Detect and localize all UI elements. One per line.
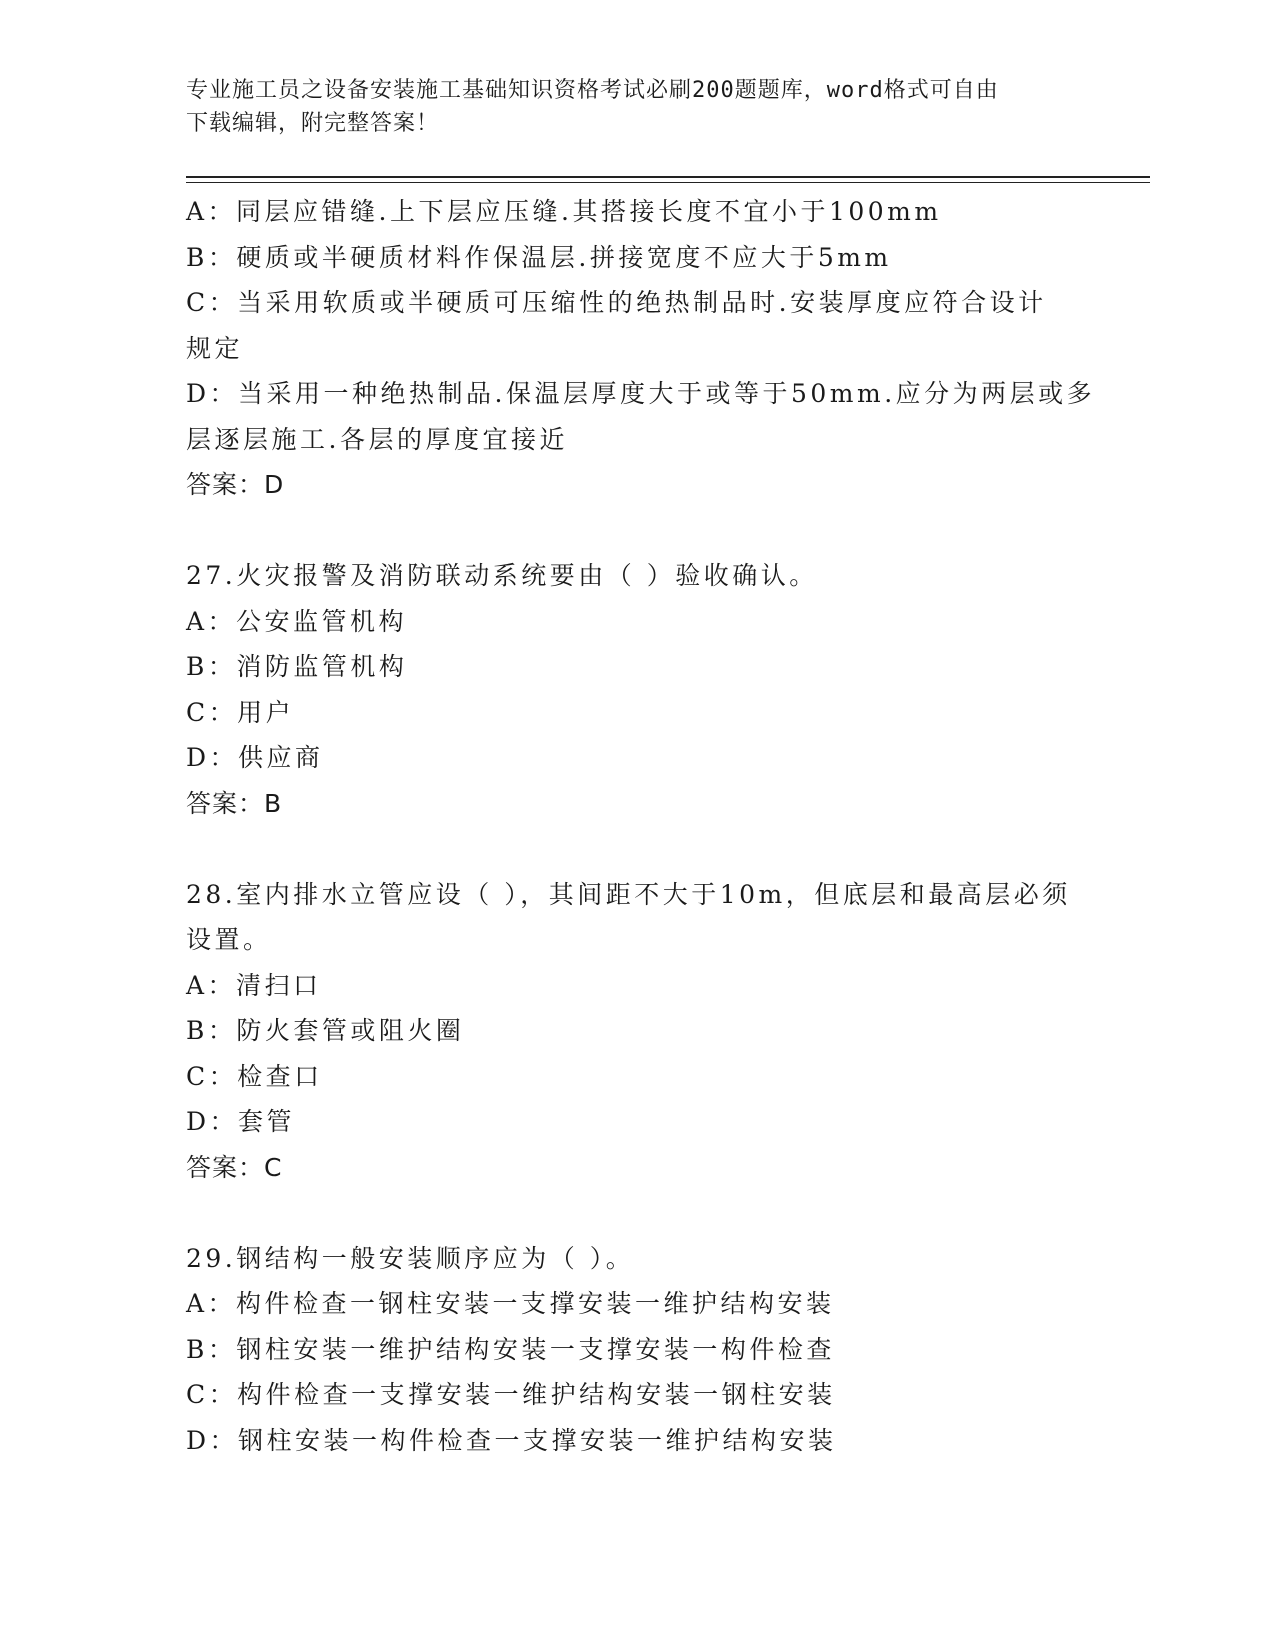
question-text-continued: 设置。	[186, 925, 272, 954]
document-header	[186, 74, 1086, 140]
option-d: D：钢柱安装一构件检查一支撑安装一维护结构安装	[186, 1425, 837, 1455]
header-line-1: 专业施工员之设备安装施工基础知识资格考试必刷200题题库，word格式可自由	[186, 78, 999, 103]
option-c: C：检查口	[186, 1061, 323, 1091]
option-b: B：消防监管机构	[186, 652, 408, 681]
header-divider-thick	[186, 176, 1150, 178]
question-27	[186, 553, 1086, 826]
option-a: A：公安监管机构	[186, 606, 408, 636]
header-line-2: 下载编辑，附完整答案！	[186, 111, 440, 136]
question-list	[186, 189, 1096, 1463]
option-a: A：同层应错缝.上下层应压缝.其搭接长度不宜小于100mm	[186, 197, 942, 226]
option-b: B：硬质或半硬质材料作保温层.拼接宽度不应大于5mm	[186, 242, 892, 272]
question-29	[186, 1236, 1086, 1464]
option-b: B：钢柱安装一维护结构安装一支撑安装一构件检查	[186, 1334, 835, 1364]
option-a: A：清扫口	[186, 970, 322, 1000]
option-c: C：当采用软质或半硬质可压缩性的绝热制品时.安装厚度应符合设计	[186, 288, 1047, 317]
spacer	[186, 508, 1086, 554]
option-c: C：用户	[186, 697, 295, 727]
spacer	[186, 1190, 1086, 1236]
question-text: 28.室内排水立管应设（ ），其间距不大于10m，但底层和最高层必须	[186, 879, 1071, 909]
option-d-continued: 层逐层施工.各层的厚度宜接近	[186, 424, 568, 454]
question-text: 27.火灾报警及消防联动系统要由（ ）验收确认。	[186, 561, 818, 590]
answer: 答案：D	[186, 470, 285, 499]
spacer	[186, 826, 1086, 872]
header-divider-thin	[186, 182, 1150, 183]
answer: 答案：C	[186, 1152, 283, 1182]
question-text: 29.钢结构一般安装顺序应为（ ）。	[186, 1243, 635, 1273]
question-26-options	[186, 189, 1096, 508]
option-d: D：套管	[186, 1107, 296, 1136]
option-d: D：当采用一种绝热制品.保温层厚度大于或等于50mm.应分为两层或多	[186, 379, 1096, 408]
question-28	[186, 872, 1086, 1191]
option-d: D：供应商	[186, 743, 324, 772]
option-c: C：构件检查一支撑安装一维护结构安装一钢柱安装	[186, 1380, 836, 1409]
option-a: A：构件检查一钢柱安装一支撑安装一维护结构安装	[186, 1289, 835, 1318]
option-c-continued: 规定	[186, 333, 244, 363]
option-b: B：防火套管或阻火圈	[186, 1016, 465, 1045]
answer: 答案：B	[186, 788, 283, 818]
